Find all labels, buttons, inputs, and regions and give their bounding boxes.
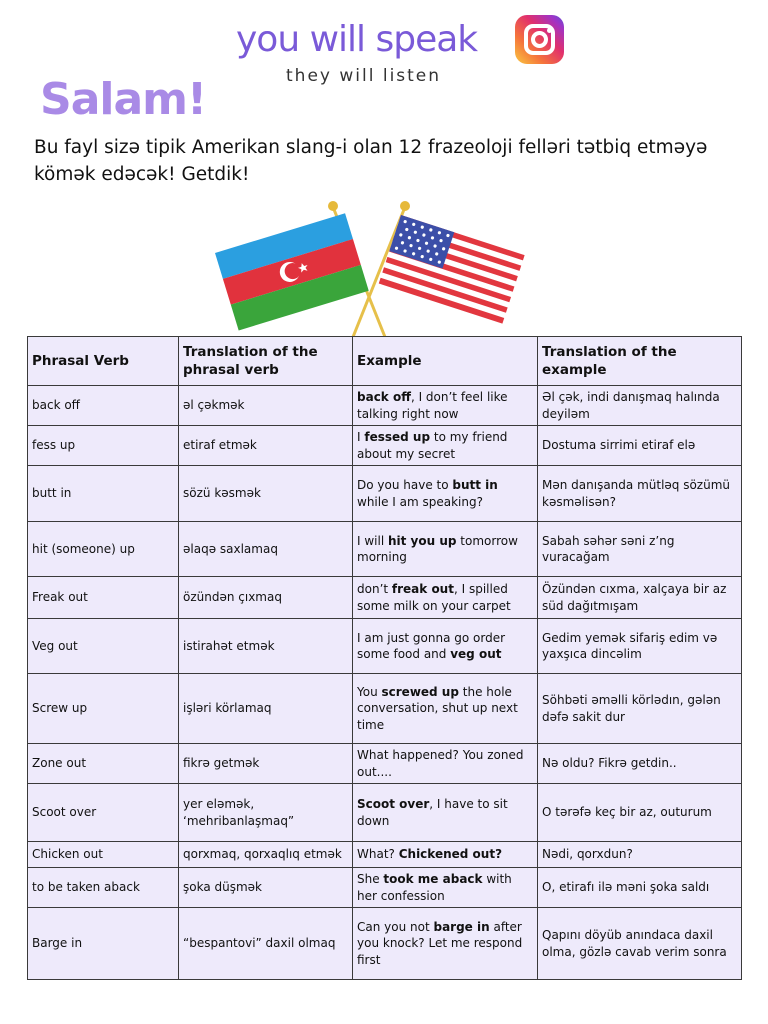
table-row	[28, 908, 742, 980]
verb-cell: Barge in	[28, 908, 179, 980]
translation-cell: sözü kəsmək	[179, 466, 353, 522]
example-translation-cell: Söhbəti əməlli körlədın, gələn dəfə sakit dur	[538, 674, 742, 744]
table-row	[28, 577, 742, 619]
brand-logo	[236, 18, 486, 88]
example-translation-cell: Sabah səhər səni z’ng vuracağam	[538, 522, 742, 577]
logo-title: you will speak	[236, 19, 478, 60]
azerbaijan-flag	[215, 213, 369, 330]
translation-cell: özündən çıxmaq	[179, 577, 353, 619]
example-translation-cell: O tərəfə keç bir az, outurum	[538, 784, 742, 842]
verb-cell: hit (someone) up	[28, 522, 179, 577]
header-translation-example: Translation of the example	[538, 337, 742, 386]
translation-cell: əlaqə saxlamaq	[179, 522, 353, 577]
example-cell: I fessed up to my friend about my secret	[353, 426, 538, 466]
verb-cell: Scoot over	[28, 784, 179, 842]
verb-cell: Zone out	[28, 744, 179, 784]
example-translation-cell: Nədi, qorxdun?	[538, 842, 742, 868]
example-translation-cell: O, etirafı ilə məni şoka saldı	[538, 868, 742, 908]
example-cell: I will hit you up tomorrow morning	[353, 522, 538, 577]
example-cell: You screwed up the hole conversation, shut up next time	[353, 674, 538, 744]
example-translation-cell: Əl çək, indi danışmaq halında deyiləm	[538, 386, 742, 426]
table-header-row	[28, 337, 742, 386]
verb-cell: fess up	[28, 426, 179, 466]
table-row	[28, 426, 742, 466]
example-cell: What? Chickened out?	[353, 842, 538, 868]
phrasal-verbs-table	[27, 336, 742, 980]
example-translation-cell: Qapını döyüb anındaca daxil olma, gözlə cavab verim sonra	[538, 908, 742, 980]
table-row	[28, 784, 742, 842]
verb-cell: Freak out	[28, 577, 179, 619]
example-cell: Scoot over, I have to sit down	[353, 784, 538, 842]
table-row	[28, 386, 742, 426]
example-cell: don’t freak out, I spilled some milk on your carpet	[353, 577, 538, 619]
table-row	[28, 868, 742, 908]
intro-text: Bu fayl sizə tipik Amerikan slang-i olan 12 frazeoloji felləri tətbiq etməyə kömək edəcək! Getdik!	[34, 137, 708, 185]
verb-cell: to be taken aback	[28, 868, 179, 908]
translation-cell: şoka düşmək	[179, 868, 353, 908]
crossed-flags-illustration	[205, 195, 535, 340]
table-row	[28, 619, 742, 674]
example-cell: What happened? You zoned out....	[353, 744, 538, 784]
translation-cell: “bespantovi” daxil olmaq	[179, 908, 353, 980]
translation-cell: qorxmaq, qorxaqlıq etmək	[179, 842, 353, 868]
table-row	[28, 466, 742, 522]
greeting-heading: Salam!	[40, 74, 207, 125]
verb-cell: Veg out	[28, 619, 179, 674]
example-cell: She took me aback with her confession	[353, 868, 538, 908]
example-translation-cell: Gedim yemək sifariş edim və yaxşıca dincəlim	[538, 619, 742, 674]
header-translation-verb: Translation of the phrasal verb	[179, 337, 353, 386]
translation-cell: fikrə getmək	[179, 744, 353, 784]
translation-cell: işləri körlamaq	[179, 674, 353, 744]
translation-cell: əl çəkmək	[179, 386, 353, 426]
header-example: Example	[353, 337, 538, 386]
header-phrasal-verb: Phrasal Verb	[28, 337, 179, 386]
example-translation-cell: Nə oldu? Fikrə getdin..	[538, 744, 742, 784]
example-cell: Can you not barge in after you knock? Let me respond first	[353, 908, 538, 980]
example-cell: Do you have to butt in while I am speaking?	[353, 466, 538, 522]
table-row	[28, 744, 742, 784]
translation-cell: yer eləmək, ‘mehribanlaşmaq”	[179, 784, 353, 842]
example-translation-cell: Mən danışanda mütləq sözümü kəsməlisən?	[538, 466, 742, 522]
usa-flag	[379, 215, 525, 324]
translation-cell: istirahət etmək	[179, 619, 353, 674]
verb-cell: back off	[28, 386, 179, 426]
instagram-icon[interactable]	[515, 15, 564, 64]
example-cell: back off, I don’t feel like talking right now	[353, 386, 538, 426]
table-row	[28, 674, 742, 744]
example-translation-cell: Özündən cıxma, xalçaya bir az süd dağıtmışam	[538, 577, 742, 619]
logo-tagline: they will listen	[286, 66, 442, 86]
verb-cell: butt in	[28, 466, 179, 522]
verb-cell: Chicken out	[28, 842, 179, 868]
example-translation-cell: Dostuma sirrimi etiraf elə	[538, 426, 742, 466]
table-row	[28, 522, 742, 577]
verb-cell: Screw up	[28, 674, 179, 744]
translation-cell: etiraf etmək	[179, 426, 353, 466]
table-row	[28, 842, 742, 868]
example-cell: I am just gonna go order some food and veg out	[353, 619, 538, 674]
